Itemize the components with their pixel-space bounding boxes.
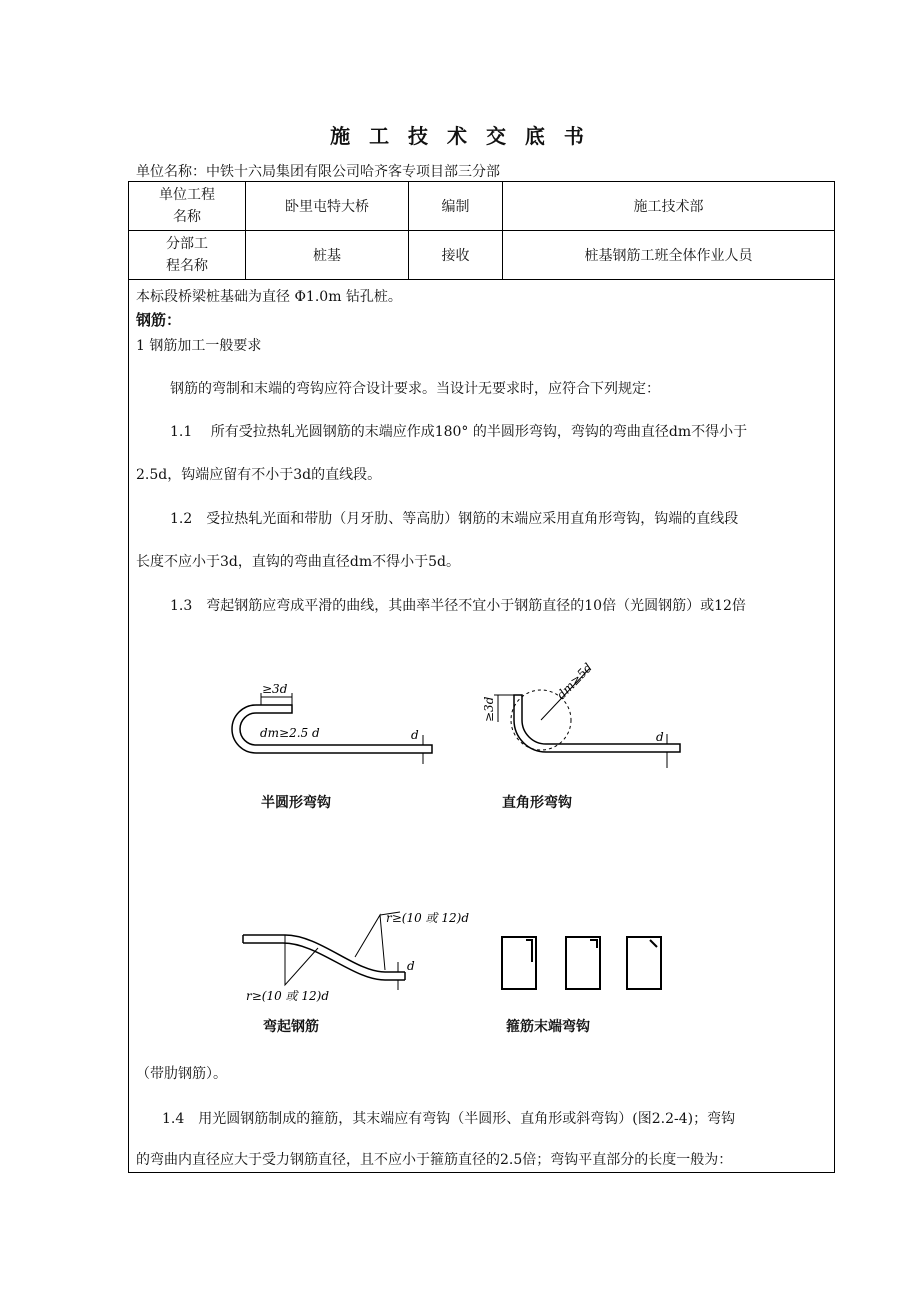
- label-d-rightangle: d: [656, 730, 664, 744]
- label-dm-5d: dm≥5d: [554, 660, 596, 703]
- received-by-value: 桩基钢筋工班全体作业人员: [503, 231, 835, 280]
- caption-right-angle-hook: 直角形弯钩: [502, 795, 572, 811]
- label-r-top: r≥(10 或 12)d: [386, 911, 470, 925]
- paragraph-1-1-line1: 1.1 所有受拉热轧光圆钢筋的末端应作成180° 的半圆形弯钩，弯钩的弯曲直径dm不得小于: [170, 424, 748, 440]
- right-angle-hook-figure: [494, 668, 680, 768]
- paragraph-1-4-line1: 1.4 用光圆钢筋制成的箍筋，其末端应有弯钩（半圆形、直角形或斜弯钩）(图2.2-4)；弯钩: [162, 1111, 736, 1127]
- label-r-bottom: r≥(10 或 12)d: [246, 989, 330, 1003]
- paragraph-1-1-line2: 2.5d，钩端应留有不小于3d的直线段。: [136, 467, 382, 483]
- section-1-title: 1 钢筋加工一般要求: [136, 338, 262, 354]
- label-d-semicircle: d: [411, 728, 419, 742]
- stirrup-hooks-figure: [502, 937, 661, 989]
- sub-project-value: 桩基: [246, 231, 409, 280]
- bent-up-bar-figure: [243, 912, 405, 990]
- document-title: 施 工 技 术 交 底 书: [330, 124, 590, 148]
- intro-text: 本标段桥梁桩基础为直径 Φ1.0m 钻孔桩。: [136, 289, 402, 305]
- prepared-by-label: 编制: [409, 182, 503, 231]
- caption-semicircle-hook: 半圆形弯钩: [261, 795, 331, 811]
- prepared-by-value: 施工技术部: [503, 182, 835, 231]
- paragraph-1-2-line2: 长度不应小于3d，直钩的弯曲直径dm不得小于5d。: [136, 554, 460, 570]
- label-dm-2-5d: dm≥2.5 d: [260, 726, 320, 740]
- unit-project-label: 单位工程 名称: [129, 182, 246, 231]
- paragraph-1: 钢筋的弯制和末端的弯钩应符合设计要求。当设计无要求时，应符合下列规定：: [170, 381, 660, 397]
- caption-stirrup-hook: 箍筋末端弯钩: [506, 1019, 590, 1035]
- paragraph-1-3-line2: （带肋钢筋）。: [136, 1066, 227, 1082]
- section-heading: 钢筋：: [136, 311, 182, 329]
- caption-bent-bar: 弯起钢筋: [263, 1019, 319, 1035]
- label-d-bent: d: [407, 959, 415, 973]
- paragraph-1-3-line1: 1.3 弯起钢筋应弯成平滑的曲线，其曲率半径不宜小于钢筋直径的10倍（光圆钢筋）或12倍: [170, 598, 746, 614]
- unit-name-line: 单位名称：中铁十六局集团有限公司哈齐客专项目部三分部: [136, 164, 500, 180]
- label-3d-rightangle: ≥3d: [482, 696, 496, 722]
- paragraph-1-4-line2: 的弯曲内直径应大于受力钢筋直径，且不应小于箍筋直径的2.5倍；弯钩平直部分的长度一般为：: [136, 1152, 733, 1168]
- sub-project-label: 分部工 程名称: [129, 231, 246, 280]
- received-by-label: 接收: [409, 231, 503, 280]
- label-3d-semicircle: ≥3d: [262, 682, 288, 696]
- paragraph-1-2-line1: 1.2 受拉热轧光面和带肋（月牙肋、等高肋）钢筋的末端应采用直角形弯钩，钩端的直线段: [170, 511, 739, 527]
- unit-project-value: 卧里屯特大桥: [246, 182, 409, 231]
